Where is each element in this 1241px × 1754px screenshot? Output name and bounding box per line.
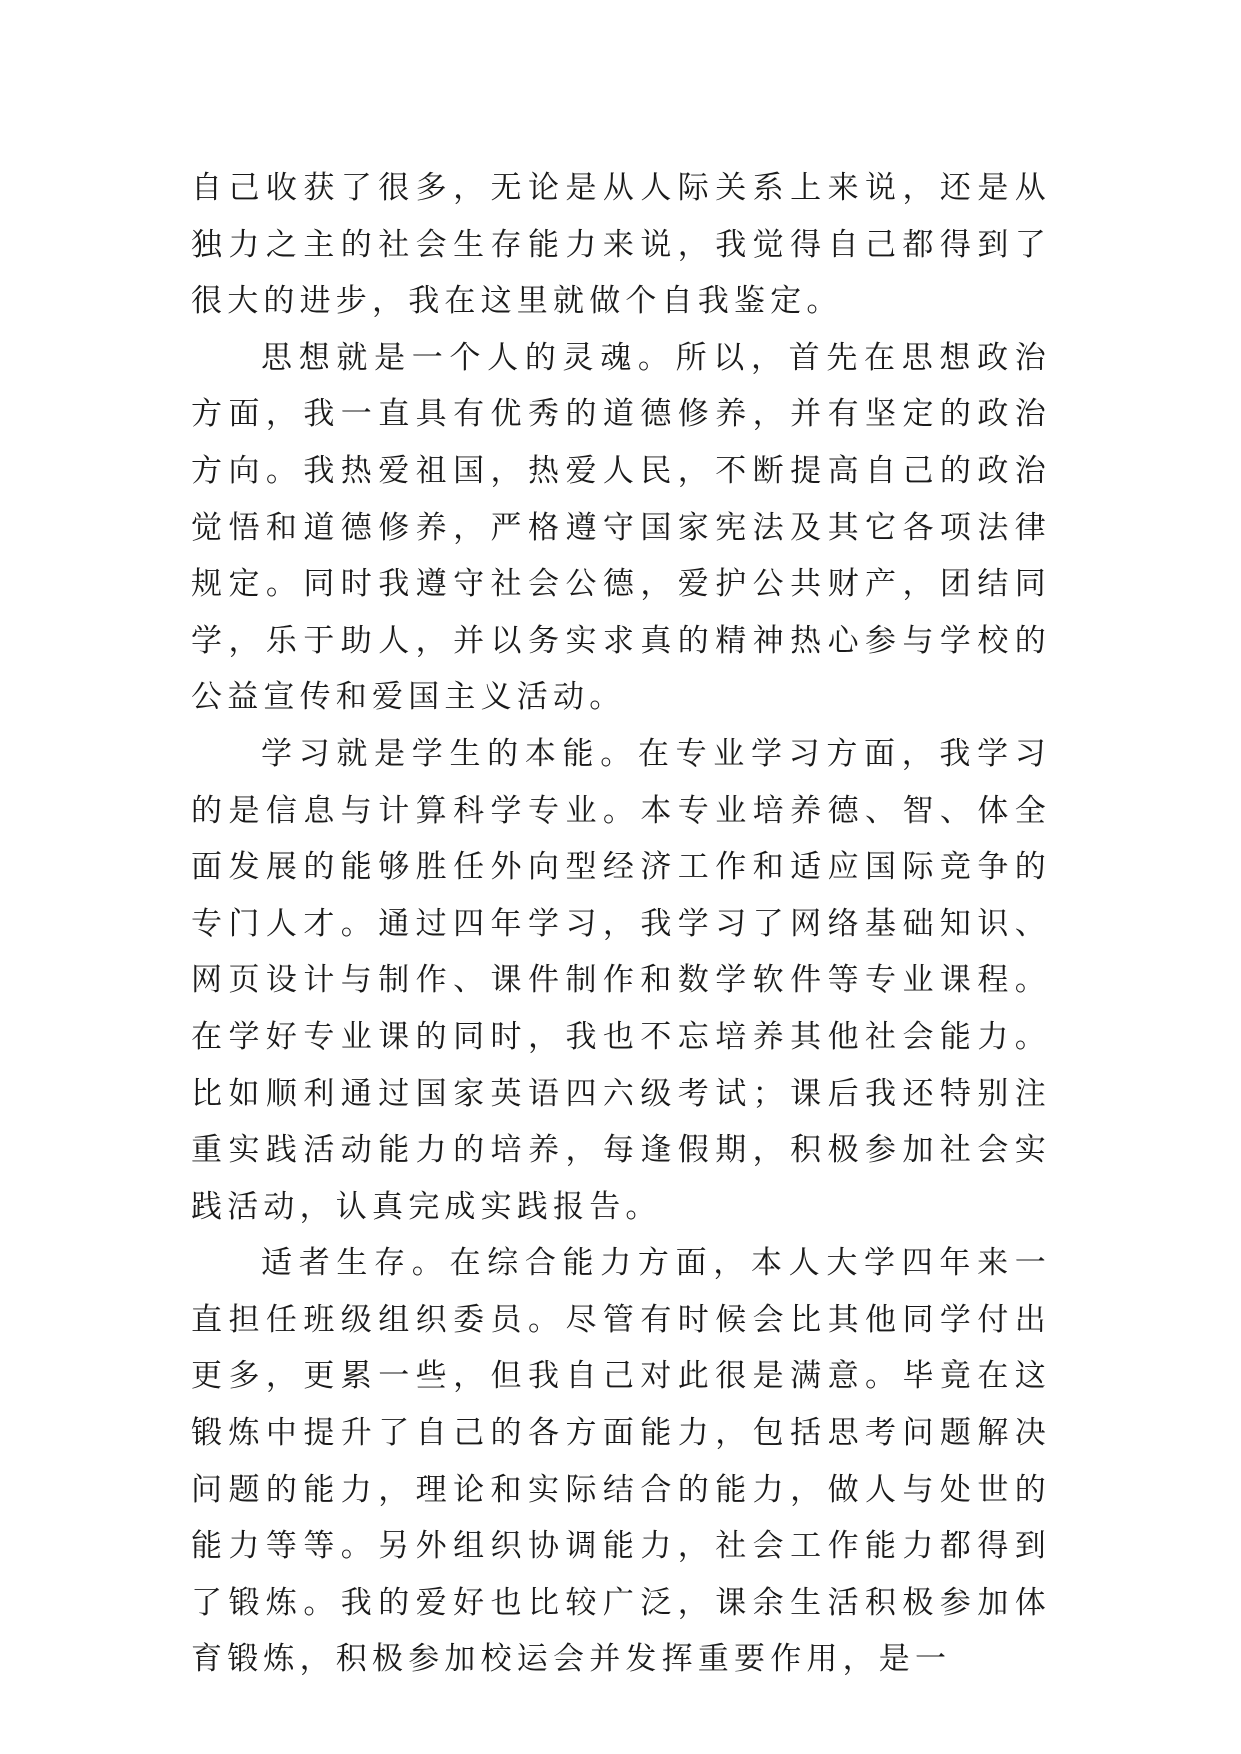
paragraph-ability: 适者生存。在综合能力方面，本人大学四年来一直担任班级组织委员。尽管有时候会比其他同学付出更多，更累一些，但我自己对此很是满意。毕竟在这锻炼中提升了自己的各方面能力，包括思考问题解决问题的能力，理论和实际结合的能力，做人与处世的能力等等。另外组织协调能力，社会工作能力都得到了锻炼。我的爱好也比较广泛，课余生活积极参加体育锻炼，积极参加校运会并发挥重要作用，是一 (191, 1245, 1051, 1678)
paragraph-study: 学习就是学生的本能。在专业学习方面，我学习的是信息与计算科学专业。本专业培养德、智、体全面发展的能够胜任外向型经济工作和适应国际竞争的专门人才。通过四年学习，我学习了网络基础知识、网页设计与制作、课件制作和数学软件等专业课程。在学好专业课的同时，我也不忘培养其他社会能力。比如顺利通过国家英语四六级考试；课后我还特别注重实践活动能力的培养，每逢假期，积极参加社会实践活动，认真完成实践报告。 (191, 735, 1051, 1225)
document-body (191, 160, 1051, 1688)
paragraph-continued: 自己收获了很多，无论是从人际关系上来说，还是从独力之主的社会生存能力来说，我觉得自己都得到了很大的进步，我在这里就做个自我鉴定。 (191, 170, 1051, 320)
paragraph-ideology: 思想就是一个人的灵魂。所以，首先在思想政治方面，我一直具有优秀的道德修养，并有坚定的政治方向。我热爱祖国，热爱人民，不断提高自己的政治觉悟和道德修养，严格遵守国家宪法及其它各项法律规定。同时我遵守社会公德，爱护公共财产，团结同学，乐于助人，并以务实求真的精神热心参与学校的公益宣传和爱国主义活动。 (191, 339, 1051, 716)
